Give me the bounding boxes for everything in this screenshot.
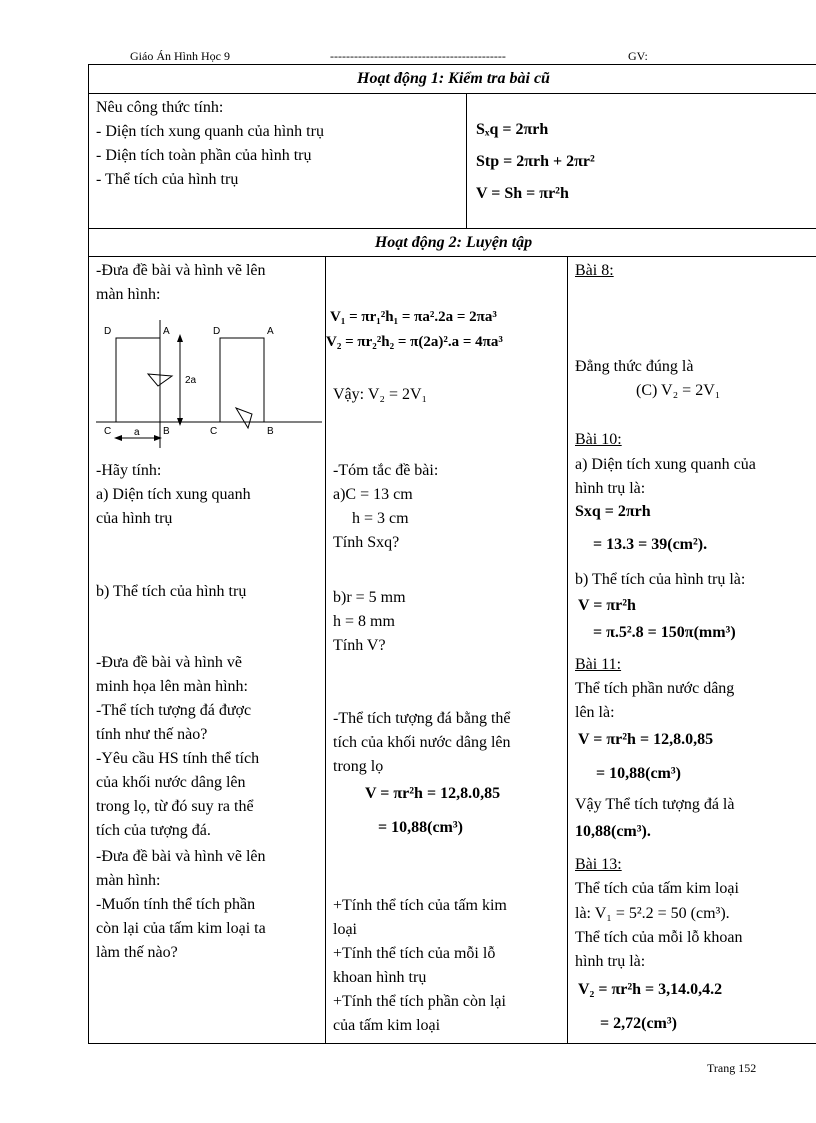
- col1-text: -Hãy tính:: [96, 462, 162, 479]
- exercise-heading: Bài 11:: [575, 656, 622, 673]
- figure-label: C: [104, 426, 112, 437]
- col2-text: b)r = 5 mm: [333, 589, 406, 606]
- col3-text: Thể tích phần nước dâng: [575, 680, 735, 697]
- col3-text: là: V₁ = 5².2 = 50 (cm³).: [575, 905, 730, 922]
- col-divider: [466, 93, 467, 228]
- col2-text: của tấm kim loại: [333, 1017, 441, 1034]
- page-number: Trang 152: [707, 1061, 757, 1075]
- col1-text: minh họa lên màn hình:: [96, 678, 248, 695]
- figure-label: D: [104, 326, 112, 337]
- col3-text: Thể tích của tấm kim loại: [575, 880, 739, 897]
- col3-formula: 10,88(cm³).: [575, 823, 651, 840]
- col1-text: -Yêu cầu HS tính thể tích: [96, 750, 260, 767]
- col1-text: -Muốn tính thể tích phần: [96, 896, 256, 913]
- col2-text: +Tính thể tích của tấm kim: [333, 897, 507, 914]
- figure-label: D: [213, 326, 221, 337]
- col1-text: còn lại của tấm kim loại ta: [96, 920, 266, 937]
- col3-text: b) Thể tích của hình trụ là:: [575, 571, 746, 588]
- activity1-line: Nêu công thức tính:: [96, 99, 224, 116]
- col1-text: trong lọ, từ đó suy ra thể: [96, 798, 254, 815]
- figure-label: B: [163, 426, 170, 437]
- col2-text: trong lọ: [333, 758, 384, 775]
- col3-formula: = 13.3 = 39(cm²).: [593, 536, 708, 553]
- col1-text: -Đưa đề bài và hình vẽ lên: [96, 262, 266, 279]
- col3-text: hình trụ là:: [575, 480, 646, 497]
- col-divider: [567, 256, 568, 1043]
- activity1-line: - Thể tích của hình trụ: [96, 171, 239, 188]
- activity1-line: - Diện tích toàn phần của hình trụ: [96, 147, 312, 164]
- col3-text: Đẳng thức đúng là: [575, 358, 694, 375]
- col2-formula: V = πr²h = 12,8.0,85: [365, 785, 501, 802]
- col2-text: h = 3 cm: [352, 510, 409, 527]
- col1-text: b) Thể tích của hình trụ: [96, 583, 247, 600]
- col3-text: Vậy Thể tích tượng đá là: [575, 796, 735, 813]
- col2-text: a)C = 13 cm: [333, 486, 413, 503]
- formula-volume: V = Sh = πr²h: [476, 185, 569, 202]
- col3-text: (C) V₂ = 2V₁: [636, 382, 721, 399]
- col2-formula: V₂ = πr₂²h₂ = π(2a)².a = 4πa³: [326, 334, 503, 350]
- col1-text: a) Diện tích xung quanh: [96, 486, 251, 503]
- col1-text: -Đưa đề bài và hình vẽ lên: [96, 848, 266, 865]
- header-teacher: GV:: [628, 49, 648, 63]
- col2-text: tích của khối nước dâng lên: [333, 734, 511, 751]
- col1-text: -Thể tích tượng đá được: [96, 702, 252, 719]
- formula-sxq: Sₓq = 2πrh: [476, 121, 549, 138]
- col3-text: hình trụ là:: [575, 953, 646, 970]
- exercise-heading: Bài 10:: [575, 431, 622, 448]
- col3-text: lên là:: [575, 704, 615, 721]
- activity1-line: - Diện tích xung quanh của hình trụ: [96, 123, 324, 140]
- col2-text: +Tính thể tích phần còn lại: [333, 993, 506, 1010]
- activity1-title: Hoạt động 1: Kiểm tra bài cũ: [357, 70, 550, 87]
- col1-text: màn hình:: [96, 872, 161, 889]
- formula-stp: Stp = 2πrh + 2πr²: [476, 153, 595, 170]
- col1-text: tích của tượng đá.: [96, 822, 211, 839]
- col2-text: loại: [333, 921, 357, 938]
- col2-text: h = 8 mm: [333, 613, 395, 630]
- col3-formula: = π.5².8 = 150π(mm³): [593, 624, 736, 641]
- col2-formula: = 10,88(cm³): [378, 819, 463, 836]
- row-divider: [88, 256, 816, 257]
- figure-label: B: [267, 426, 274, 437]
- activity2-title: Hoạt động 2: Luyện tập: [374, 234, 533, 251]
- header-divider: --------------------------------------------: [330, 49, 506, 63]
- header-subject: Giáo Án Hình Học 9: [130, 49, 230, 63]
- exercise-heading: Bài 13:: [575, 856, 622, 873]
- col1-text: làm thế nào?: [96, 944, 178, 961]
- col2-text: Tính V?: [333, 637, 386, 654]
- col2-text: Tính Sxq?: [333, 534, 400, 551]
- col3-formula: V₂ = πr²h = 3,14.0,4.2: [578, 981, 723, 998]
- figure-label: A: [267, 326, 274, 337]
- col2-text: +Tính thể tích của mỗi lỗ: [333, 945, 496, 962]
- col2-text: khoan hình trụ: [333, 969, 427, 986]
- col2-formula: V₁ = πr₁²h₁ = πa².2a = 2πa³: [330, 309, 497, 325]
- figure-label: 2a: [185, 375, 197, 386]
- col1-text: tính như thế nào?: [96, 726, 208, 743]
- col1-text: -Đưa đề bài và hình vẽ: [96, 654, 242, 671]
- col3-formula: V = πr²h = 12,8.0,85: [578, 731, 714, 748]
- col3-formula: = 2,72(cm³): [600, 1015, 677, 1032]
- figure-label: C: [210, 426, 218, 437]
- col-divider: [325, 256, 326, 1043]
- col2-text: -Tóm tắc đề bài:: [333, 462, 439, 479]
- col1-text: màn hình:: [96, 286, 161, 303]
- col2-text: -Thể tích tượng đá bằng thể: [333, 710, 511, 727]
- col3-formula: V = πr²h: [578, 597, 636, 614]
- figure-label: a: [134, 427, 140, 438]
- cylinder-figure: [96, 320, 322, 448]
- col1-text: của khối nước dâng lên: [96, 774, 246, 791]
- col3-formula: Sxq = 2πrh: [575, 503, 651, 520]
- col3-text: Thể tích của mỗi lỗ khoan: [575, 929, 743, 946]
- col1-text: của hình trụ: [96, 510, 173, 527]
- row-divider: [88, 228, 816, 229]
- row-divider: [88, 93, 816, 94]
- col2-text: Vậy: V₂ = 2V₁: [333, 386, 428, 403]
- col3-text: a) Diện tích xung quanh của: [575, 456, 756, 473]
- figure-label: A: [163, 326, 170, 337]
- col3-formula: = 10,88(cm³): [596, 765, 681, 782]
- exercise-heading: Bài 8:: [575, 262, 614, 279]
